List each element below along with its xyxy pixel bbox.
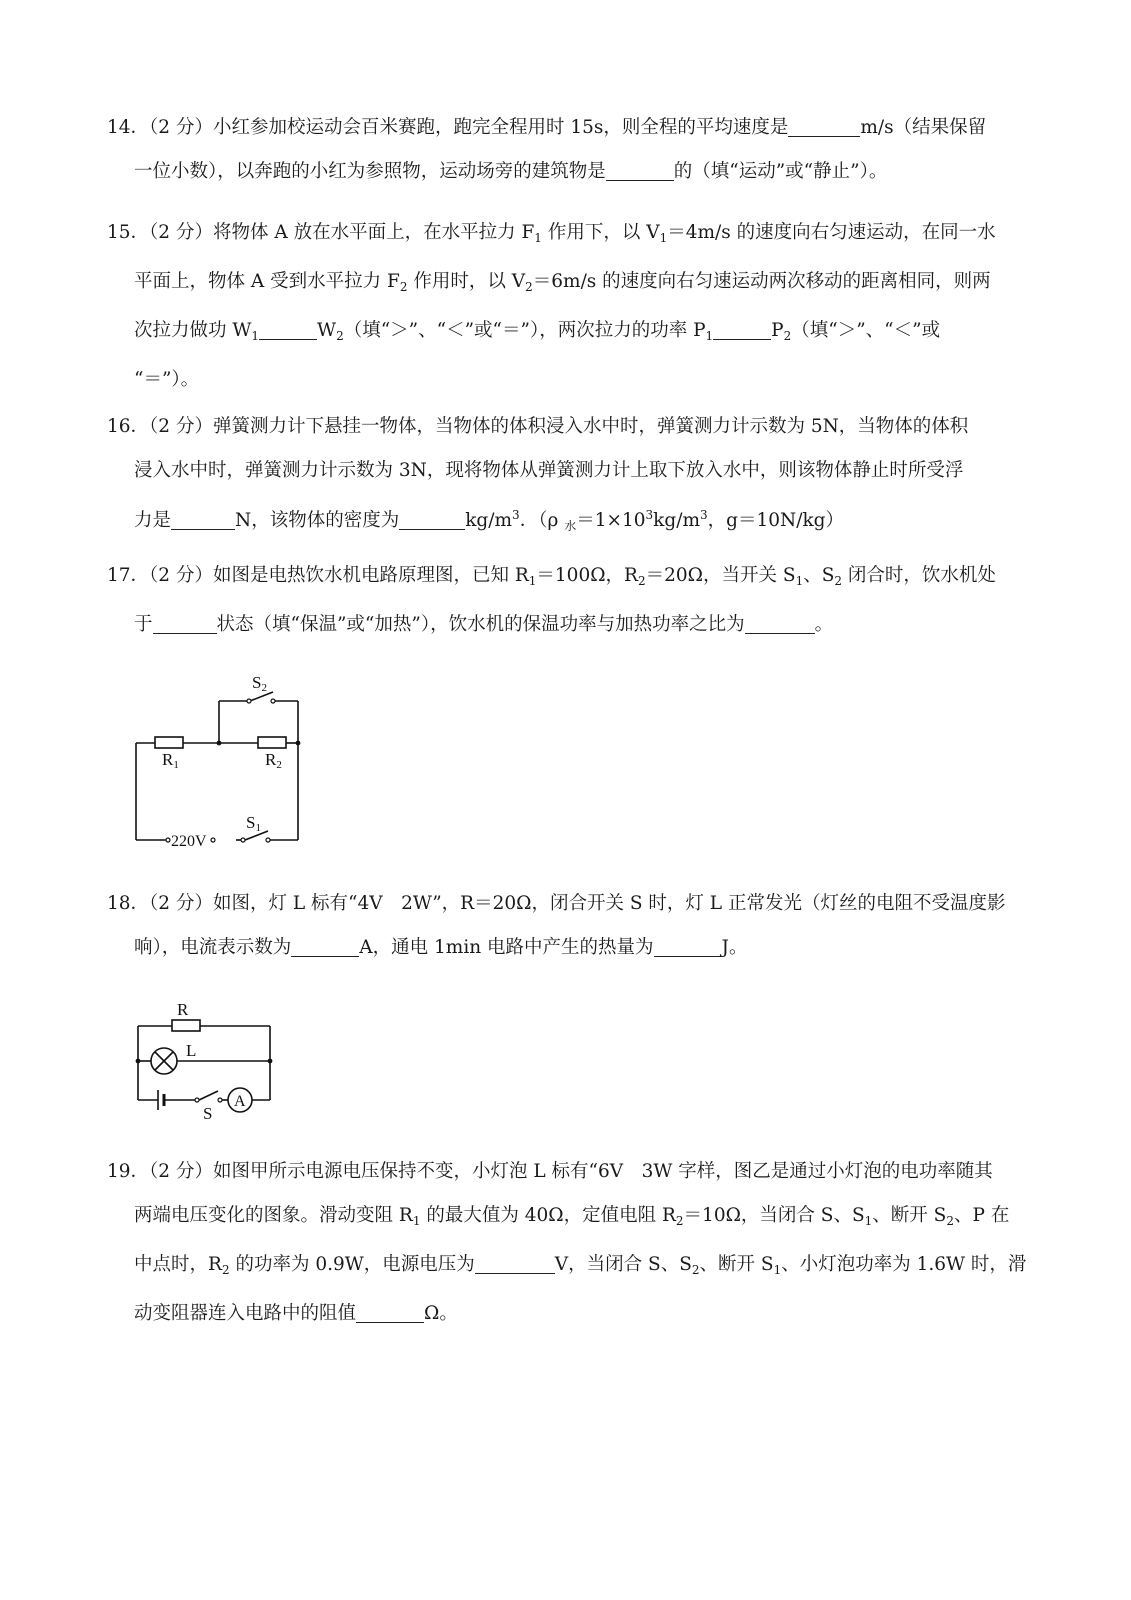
q14-line-2: 一位小数），以奔跑的小红为参照物，运动场旁的建筑物是 的（填“运动”或“静止”）。 (107, 150, 1037, 194)
q18-label-r: R (177, 1000, 189, 1019)
answer-blank[interactable] (654, 934, 722, 957)
q17-label-r2: R2 (265, 750, 282, 771)
q18-label-a: A (234, 1093, 246, 1110)
answer-blank[interactable] (745, 611, 815, 634)
q16-line-1: 16．（2 分）弹簧测力计下悬挂一物体，当物体的体积浸入水中时，弹簧测力计示数为 5N，当物体的体积 (107, 416, 969, 437)
q17-junction (296, 741, 301, 746)
question-16 (107, 405, 1037, 548)
q18-resistor-r (172, 1020, 200, 1031)
q18-junction (136, 1059, 141, 1064)
q17-terminal (166, 838, 170, 842)
answer-blank[interactable] (713, 317, 771, 340)
q18-label-s: S (203, 1104, 213, 1122)
q17-label-s1: S1 (246, 813, 261, 834)
q14-line-1: 14．（2 分）小红参加校运动会百米赛跑，跑完全程用时 15s，则全程的平均速度是 m/s（结果保留 (107, 106, 1037, 150)
q17-resistor-r1 (155, 737, 183, 748)
q19-line-1: 19．（2 分）如图甲所示电源电压保持不变，小灯泡 L 标有“6V 3W 字样，图乙是通过小灯泡的电功率随其 (107, 1161, 993, 1182)
q19-line-3: 中点时，$R_2$ 的功率为 0.9W，电源电压为 V，当闭合 S、$S_2$、断开 $S_1$、小灯泡功率为 1.6W 时，滑 (107, 1243, 1037, 1292)
q18-line-2: 响），电流表示数为 A，通电 1min 电路中产生的热量为 J。 (107, 926, 1037, 970)
question-17 (107, 554, 1037, 647)
answer-blank[interactable] (259, 317, 317, 340)
q17-terminal (211, 838, 215, 842)
q15-line-3: 次拉力做功 $W_1$ $W_2$（填“＞”、“＜”或“＝”），两次拉力的功率 $P_1$ $P_2$（填“＞”、“＜”或 (107, 309, 1037, 358)
q18-label-l: L (186, 1041, 197, 1060)
q16-line-3: 力是 N，该物体的密度为 $kg/m^3$．（ρ $_水=1\times 10^3kg/m^3$，g＝10N/kg） (134, 508, 844, 533)
q18-line-1: 18．（2 分）如图，灯 L 标有“4V 2W”，R＝20Ω，闭合开关 S 时，灯 L 正常发光（灯丝的电阻不受温度影 (107, 893, 1006, 914)
q17-junction (217, 741, 222, 746)
q17-resistor-r2 (258, 737, 286, 748)
q19-line-4: 动变阻器连入电路中的阻值 Ω。 (107, 1292, 1037, 1336)
q17-circuit-diagram (128, 668, 308, 850)
q17-switch-s2-contact (271, 699, 275, 703)
answer-blank[interactable] (171, 507, 235, 530)
answer-blank[interactable] (788, 114, 860, 137)
answer-blank[interactable] (606, 158, 674, 181)
q17-switch-s1-contact (266, 838, 270, 842)
q18-junction (268, 1059, 273, 1064)
answer-blank[interactable] (475, 1251, 555, 1274)
question-18 (107, 882, 1037, 970)
q17-line-2: 于 状态（填“保温”或“加热”），饮水机的保温功率与加热功率之比为 。 (107, 603, 1037, 647)
q17-label-source: 220V (171, 833, 207, 850)
q18-circuit-diagram (130, 996, 280, 1122)
q17-label-r1: R1 (162, 750, 179, 771)
q15-line-2: 平面上，物体 A 受到水平拉力 $F_2$ 作用时，以 $V_2=6m/s$ 的速度向右匀速运动两次移动的距离相同，则两 (134, 271, 991, 294)
answer-blank[interactable] (153, 611, 217, 634)
q15-line-1: 15．（2 分）将物体 A 放在水平面上，在水平拉力 $F_1$ 作用下，以 $V_1=4m/s$ 的速度向右匀速运动，在同一水 (107, 222, 996, 245)
answer-blank[interactable] (291, 934, 359, 957)
q18-switch-contact (195, 1098, 199, 1102)
q15-line-4: “＝”）。 (134, 369, 200, 390)
q16-line-2: 浸入水中时，弹簧测力计示数为 3N，现将物体从弹簧测力计上取下放入水中，则该物体静止时所受浮 (134, 460, 964, 481)
question-14 (107, 106, 1037, 194)
q18-switch-s-blade (199, 1091, 218, 1100)
answer-blank[interactable] (356, 1300, 424, 1323)
q18-switch-contact (218, 1098, 222, 1102)
question-15 (107, 211, 1037, 402)
question-19 (107, 1150, 1037, 1336)
q17-switch-s1-contact (241, 838, 245, 842)
q17-switch-s2-contact (247, 699, 251, 703)
q17-label-s2: S2 (252, 673, 267, 694)
answer-blank[interactable] (399, 507, 465, 530)
q19-line-2: 两端电压变化的图象。滑动变阻 $R_1$ 的最大值为 40Ω，定值电阻 $R_2=10\Omega$，当闭合 S、$S_1$、断开 $S_2$、P 在 (134, 1205, 1010, 1228)
q17-line-1: 17．（2 分）如图是电热饮水机电路原理图，已知 $R_1=100\Omega$，$R_2=20\Omega$，当开关 $S_1$、$S_2$ 闭合时，饮水机处 (107, 565, 996, 588)
